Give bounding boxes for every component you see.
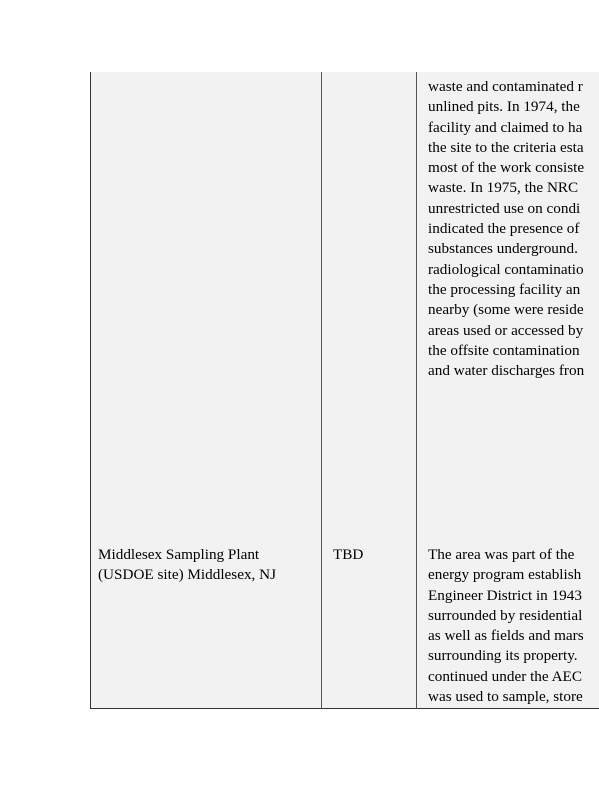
site-name-line: Middlesex Sampling Plant [98,546,260,563]
description-line: radiological contaminatio [428,260,584,278]
column-divider-2 [416,72,417,709]
description-line: unlined pits. In 1974, the [428,98,580,116]
description-line: waste. In 1975, the NRC [428,179,579,197]
column-divider-1 [321,72,322,709]
description-line: the site to the criteria esta [428,138,584,156]
description-line: Engineer District in 1943 [428,586,582,604]
description-line: surrounding its property. [428,647,578,665]
row-2-id-cell [333,545,363,565]
row-2-description-cell [428,545,584,707]
description-line: surrounded by residential [428,606,583,624]
description-line: was used to sample, store [428,688,583,706]
description-line: the offsite contamination [428,341,580,359]
description-line: most of the work consiste [428,159,585,177]
site-name-line: (USDOE site) Middlesex, NJ [98,566,277,584]
description-line: The area was part of the [428,546,575,563]
description-line: substances underground. [428,240,578,258]
site-id-value: TBD [333,546,364,563]
description-line: energy program establish [428,566,582,584]
description-line: unrestricted use on condi [428,199,581,217]
description-line: and water discharges fron [428,362,585,380]
description-line: areas used or accessed by [428,321,584,339]
description-line: facility and claimed to ha [428,118,583,136]
description-line: continued under the AEC [428,667,582,685]
row-2-site-cell [98,545,276,586]
description-line: indicated the presence of [428,220,580,238]
row-1-description-cell [428,77,584,381]
description-line: as well as fields and mars [428,627,584,645]
description-line: nearby (some were reside [428,301,584,319]
description-line: the processing facility an [428,280,581,298]
description-line: waste and contaminated r [428,78,583,95]
